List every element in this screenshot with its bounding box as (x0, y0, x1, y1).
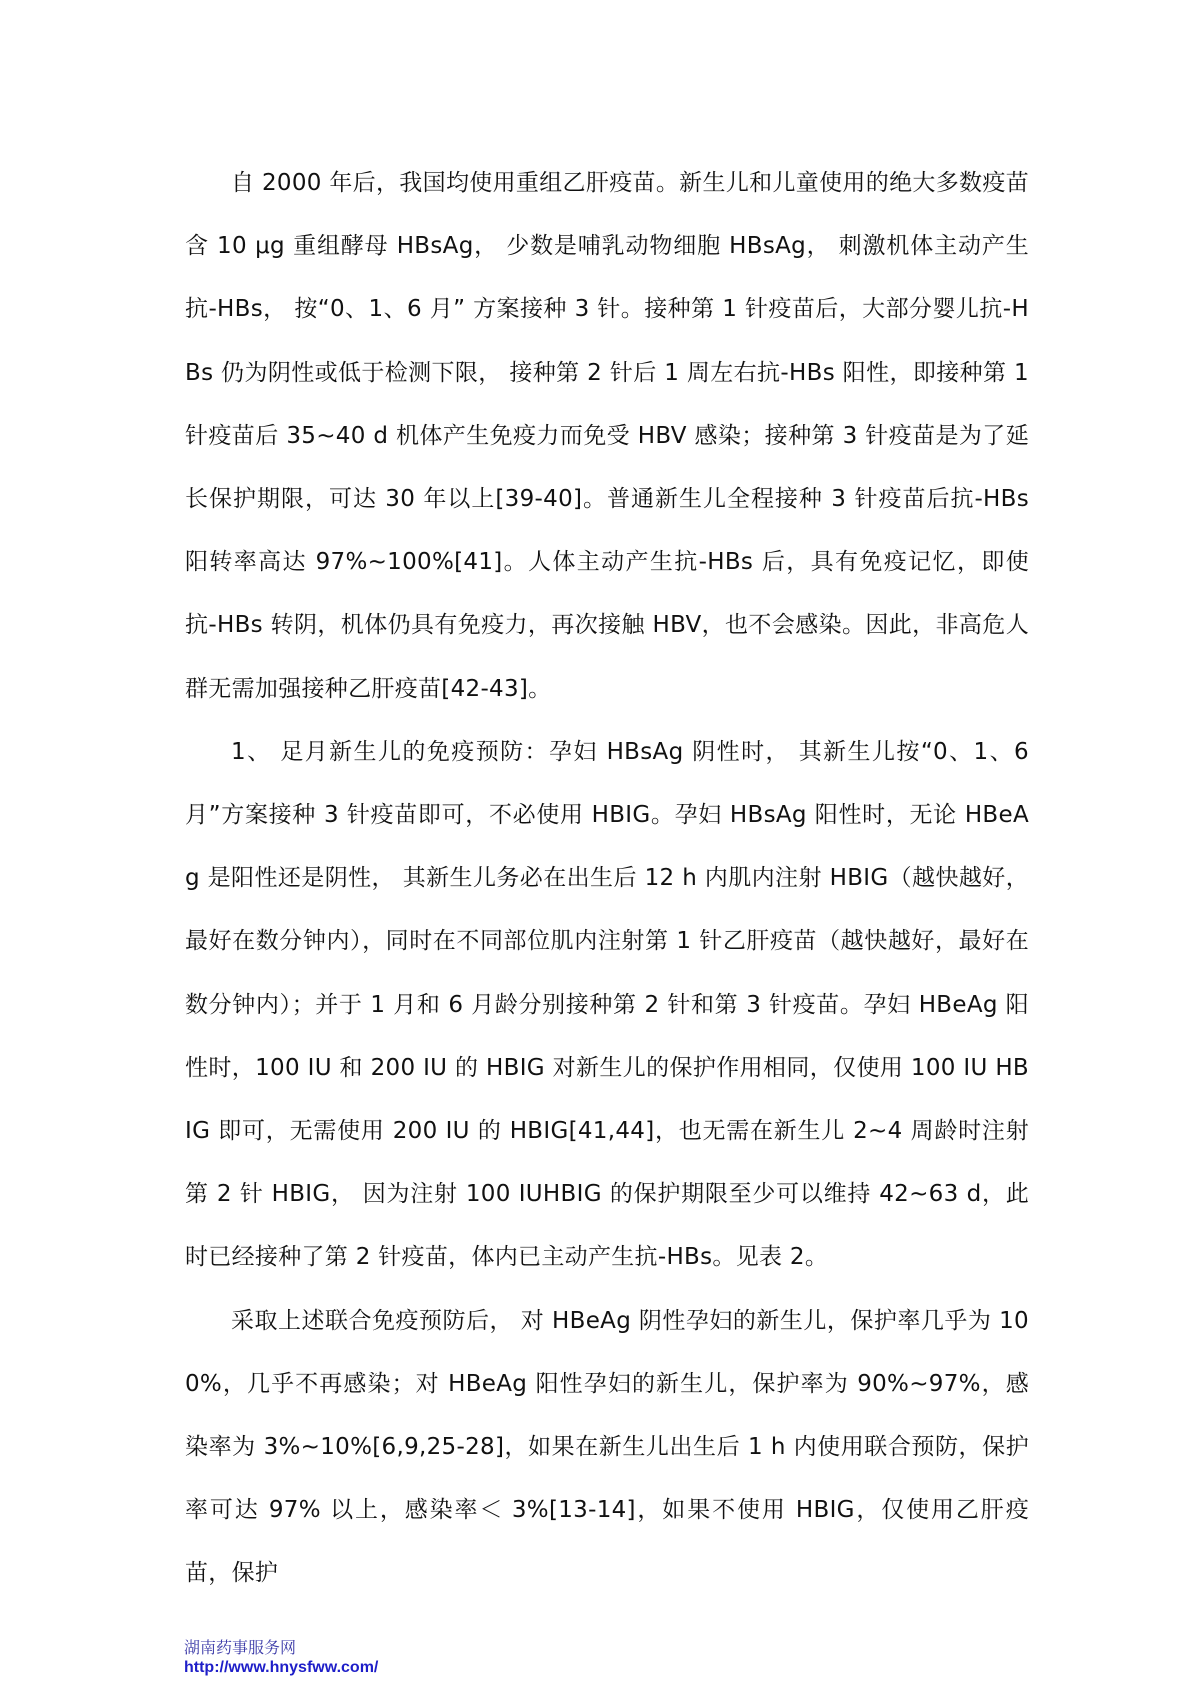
paragraph-newborn-prevention: 1、 足月新生儿的免疫预防：孕妇 HBsAg 阴性时， 其新生儿按“0、1、6 月”方案接种 3 针疫苗即可，不必使用 HBIG。孕妇 HBsAg 阳性时，无论 HBeAg 是阳性还是阴性， 其新生儿务必在出生后 12 h 内肌内注射 HBIG（越快越好，最好在数分钟内），同时在不同部位肌内注射第 1 针乙肝疫苗（越快越好，最好在数分钟内）；并于 1 月和 6 月龄分别接种第 2 针和第 3 针疫苗。孕妇 HBeAg 阳性时，100 IU 和 200 IU 的 HBIG 对新生儿的保护作用相同，仅使用 100 IU HBIG 即可，无需使用 200 IU 的 HBIG[41,44]，也无需在新生儿 2~4 周龄时注射第 2 针 HBIG， 因为注射 100 IUHBIG 的保护期限至少可以维持 42~63 d，此时已经接种了第 2 针疫苗，体内已主动产生抗-HBs。见表 2。 (185, 738, 1029, 1271)
document-body (185, 152, 1029, 1606)
footer-url-link[interactable]: http://www.hnysfww.com/ (184, 1659, 379, 1676)
paragraph-vaccine-overview: 自 2000 年后，我国均使用重组乙肝疫苗。新生儿和儿童使用的绝大多数疫苗含 10 μg 重组酵母 HBsAg， 少数是哺乳动物细胞 HBsAg， 刺激机体主动产生抗-HBs， 按“0、1、6 月” 方案接种 3 针。接种第 1 针疫苗后，大部分婴儿抗-HBs 仍为阴性或低于检测下限， 接种第 2 针后 1 周左右抗-HBs 阳性，即接种第 1 针疫苗后 35~40 d 机体产生免疫力而免受 HBV 感染；接种第 3 针疫苗是为了延长保护期限，可达 30 年以上[39-40]。普通新生儿全程接种 3 针疫苗后抗-HBs 阳转率高达 97%~100%[41]。人体主动产生抗-HBs 后，具有免疫记忆，即使抗-HBs 转阴，机体仍具有免疫力，再次接触 HBV，也不会感染。因此，非高危人群无需加强接种乙肝疫苗[42-43]。 (185, 170, 1029, 702)
page-footer (184, 1638, 378, 1678)
footer-site-name: 湖南药事服务网 (184, 1638, 297, 1657)
paragraph-protection-rate: 采取上述联合免疫预防后， 对 HBeAg 阴性孕妇的新生儿，保护率几乎为 100%，几乎不再感染；对 HBeAg 阳性孕妇的新生儿，保护率为 90%~97%，感染率为 3%~10%[6,9,25-28]，如果在新生儿出生后 1 h 内使用联合预防，保护率可达 97% 以上，感染率＜ 3%[13-14]，如果不使用 HBIG，仅使用乙肝疫苗，保护 (185, 1307, 1029, 1587)
